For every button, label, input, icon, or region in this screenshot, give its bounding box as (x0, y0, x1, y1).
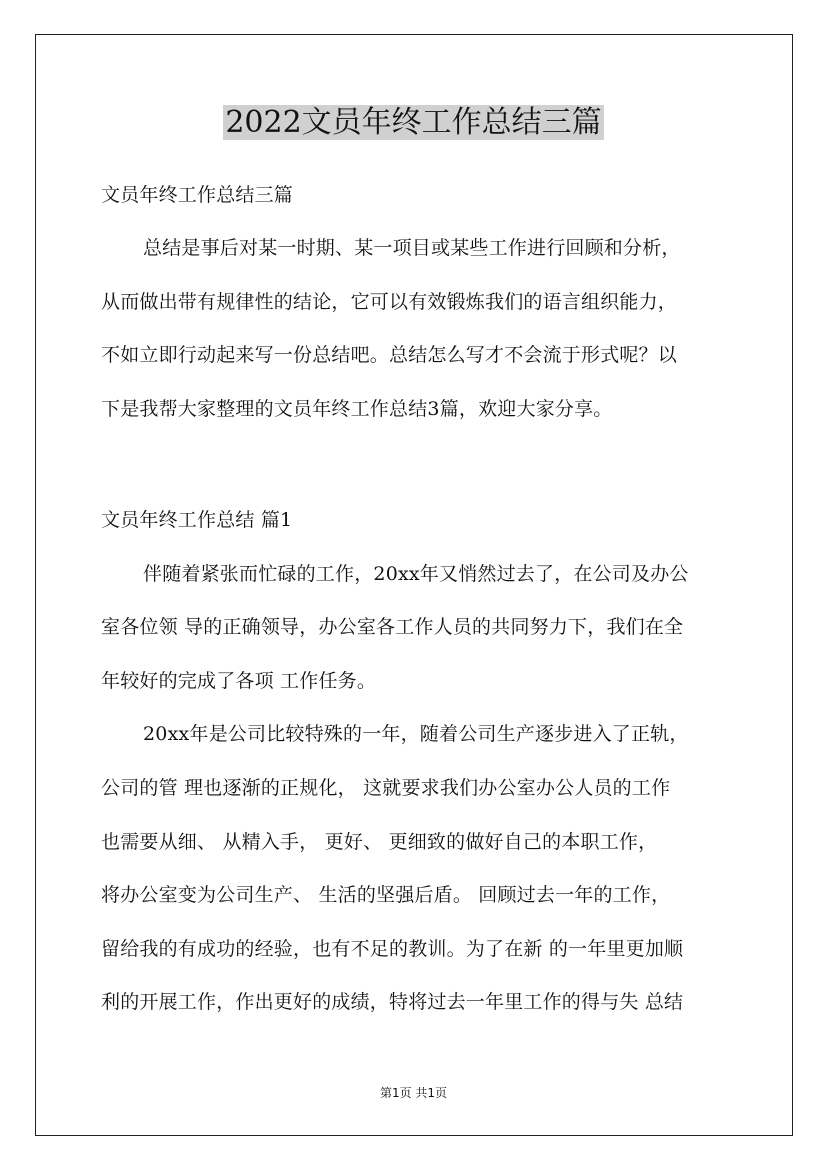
paragraph-line: 留给我的有成功的经验，也有不足的教训。为了在新 的一年里更加顺 (101, 938, 684, 960)
paragraph-line: 下是我帮大家整理的文员年终工作总结3篇，欢迎大家分享。 (101, 398, 613, 420)
document-title (0, 103, 827, 143)
paragraph-line: 也需要从细、 从精入手， 更好、 更细致的做好自己的本职工作， (101, 831, 658, 853)
paragraph-line: 年较好的完成了各项 工作任务。 (101, 670, 377, 692)
paragraph-line: 20xx年是公司比较特殊的一年，随着公司生产逐步进入了正轨， (143, 723, 689, 745)
section-heading: 文员年终工作总结 篇1 (101, 509, 293, 531)
section-heading: 文员年终工作总结三篇 (101, 184, 294, 206)
paragraph-line: 从而做出带有规律性的结论，它可以有效锻炼我们的语言组织能力， (101, 291, 678, 313)
document-title-text: 2022文员年终工作总结三篇 (225, 105, 602, 140)
paragraph-line: 总结是事后对某一时期、某一项目或某些工作进行回顾和分析， (143, 237, 681, 259)
paragraph-line: 室各位领 导的正确领导，办公室各工作人员的共同努力下，我们在全 (101, 616, 684, 638)
paragraph-line: 将办公室变为公司生产、 生活的坚强后盾。 回顾过去一年的工作， (101, 884, 671, 906)
paragraph-line: 伴随着紧张而忙碌的工作，20xx年又悄然过去了，在公司及办公 (143, 563, 689, 585)
paragraph-line: 公司的管 理也逐渐的正规化， 这就要求我们办公室办公人员的工作 (101, 777, 671, 799)
paragraph-line: 利的开展工作，作出更好的成绩，特将过去一年里工作的得与失 总结 (101, 991, 684, 1013)
page-footer: 第1页 共1页 (379, 1086, 448, 1100)
paragraph-line: 不如立即行动起来写一份总结吧。总结怎么写才不会流于形式呢？以 (101, 344, 678, 366)
